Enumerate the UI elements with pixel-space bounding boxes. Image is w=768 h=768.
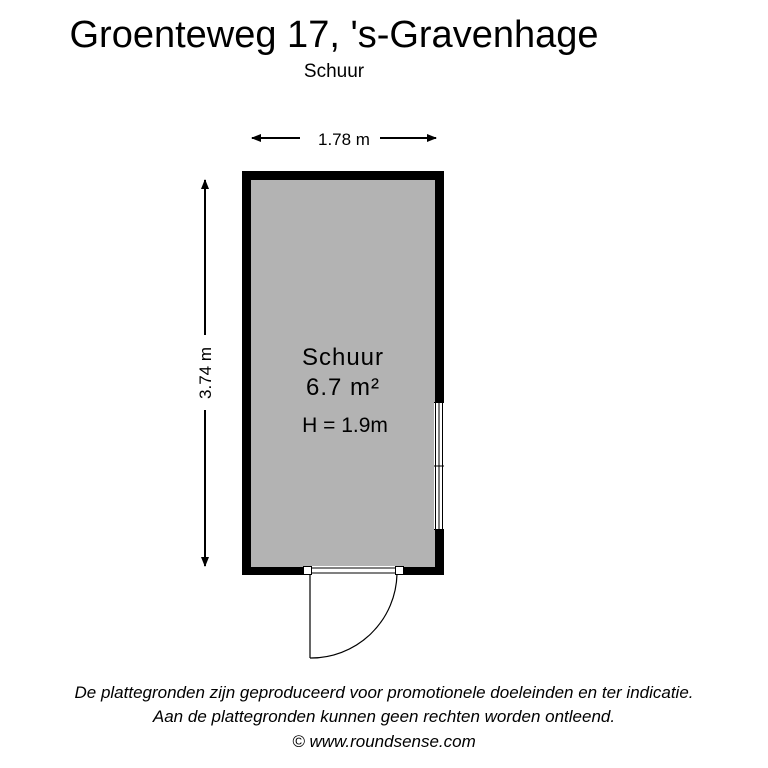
room-height: H = 1.9m xyxy=(302,414,388,437)
width-dimension xyxy=(252,130,436,149)
length-dimension xyxy=(196,180,215,566)
disclaimer-line-2: Aan de plattegronden kunnen geen rechten worden ontleend. xyxy=(152,707,616,726)
room-name: Schuur xyxy=(301,344,385,371)
disclaimer-line-1: De plattegronden zijn geproduceerd voor promotionele doeleinden en ter indicatie. xyxy=(74,683,694,702)
copyright-link[interactable]: © www.roundsense.com xyxy=(292,732,476,751)
room-area: 6.7 m² xyxy=(305,374,381,401)
width-label: 1.78 m xyxy=(318,130,370,149)
page-title: Groenteweg 17, 's-Gravenhage xyxy=(69,14,599,56)
door-swing-arc xyxy=(310,574,397,658)
door xyxy=(303,566,404,658)
floor-name: Schuur xyxy=(303,61,365,82)
length-label: 3.74 m xyxy=(196,347,215,399)
window xyxy=(434,402,444,530)
